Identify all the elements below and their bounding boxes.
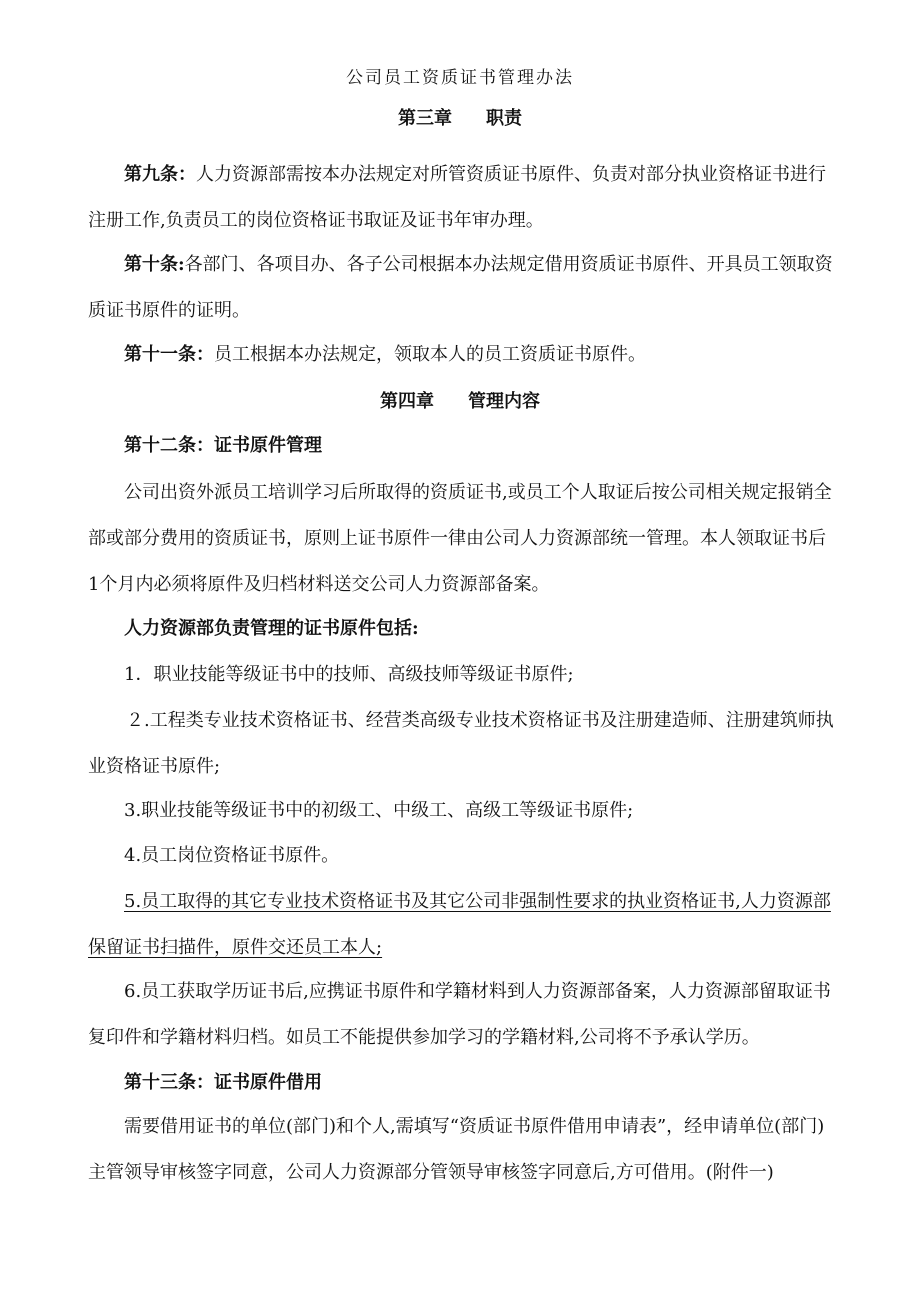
chapter-number: 第三章 xyxy=(398,108,452,129)
list-heading: 人力资源部负责管理的证书原件包括: xyxy=(124,618,419,639)
chapter-name: 职责 xyxy=(486,108,522,129)
list-item-4: 4.员工岗位资格证书原件。 xyxy=(124,845,340,866)
article-9 xyxy=(88,152,836,244)
list-item-6: 6.员工获取学历证书后,应携证书原件和学籍材料到人力资源部备案，人力资源部留取证书复印件和学籍材料归档。如员工不能提供参加学习的学籍材料,公司将不予承认学历。 xyxy=(88,981,831,1048)
list-item-2: ２.工程类专业技术资格证书、经营类高级专业技术资格证书及注册建造师、注册建筑师执业资格证书原件; xyxy=(88,710,834,777)
article-11 xyxy=(88,332,836,378)
article-12-heading: 第十二条：证书原件管理 xyxy=(124,435,322,456)
list-item-3: 3.职业技能等级证书中的初级工、中级工、高级工等级证书原件; xyxy=(124,800,634,821)
chapter-four-heading xyxy=(0,387,920,417)
article-text: 各部门、各项目办、各子公司根据本办法规定借用资质证书原件、开具员工领取资质证书原件的证明。 xyxy=(88,254,833,321)
document-title: 公司员工资质证书管理办法 xyxy=(346,68,574,88)
chapter-name: 管理内容 xyxy=(468,391,540,412)
article-label: 第十一条： xyxy=(124,344,214,365)
article-12-body: 公司出资外派员工培训学习后所取得的资质证书,或员工个人取证后按公司相关规定报销全部或部分费用的资质证书，原则上证书原件一律由公司人力资源部统一管理。本人领取证书后1个月内必须将原件及归档材料送交公司人力资源部备案。 xyxy=(88,482,832,595)
article-label: 第十条: xyxy=(124,254,185,275)
chapter-three-heading xyxy=(0,104,920,134)
article-label: 第九条： xyxy=(124,164,196,185)
article-13-body: 需要借用证书的单位(部门)和个人,需填写“资质证书原件借用申请表”，经申请单位(部门)主管领导审核签字同意，公司人力资源部分管领导审核签字同意后,方可借用。(附件一) xyxy=(88,1116,825,1183)
article-13-heading: 第十三条：证书原件借用 xyxy=(124,1072,322,1093)
chapter-number: 第四章 xyxy=(380,391,434,412)
list-item-1: 1．职业技能等级证书中的技师、高级技师等级证书原件; xyxy=(124,664,574,685)
article-10 xyxy=(88,242,836,334)
article-text: 员工根据本办法规定，领取本人的员工资质证书原件。 xyxy=(214,344,646,365)
article-text: 人力资源部需按本办法规定对所管资质证书原件、负责对部分执业资格证书进行注册工作,负责员工的岗位资格证书取证及证书年审办理。 xyxy=(88,164,826,231)
list-item-5: 5.员工取得的其它专业技术资格证书及其它公司非强制性要求的执业资格证书,人力资源部保留证书扫描件，原件交还员工本人; xyxy=(88,891,831,958)
